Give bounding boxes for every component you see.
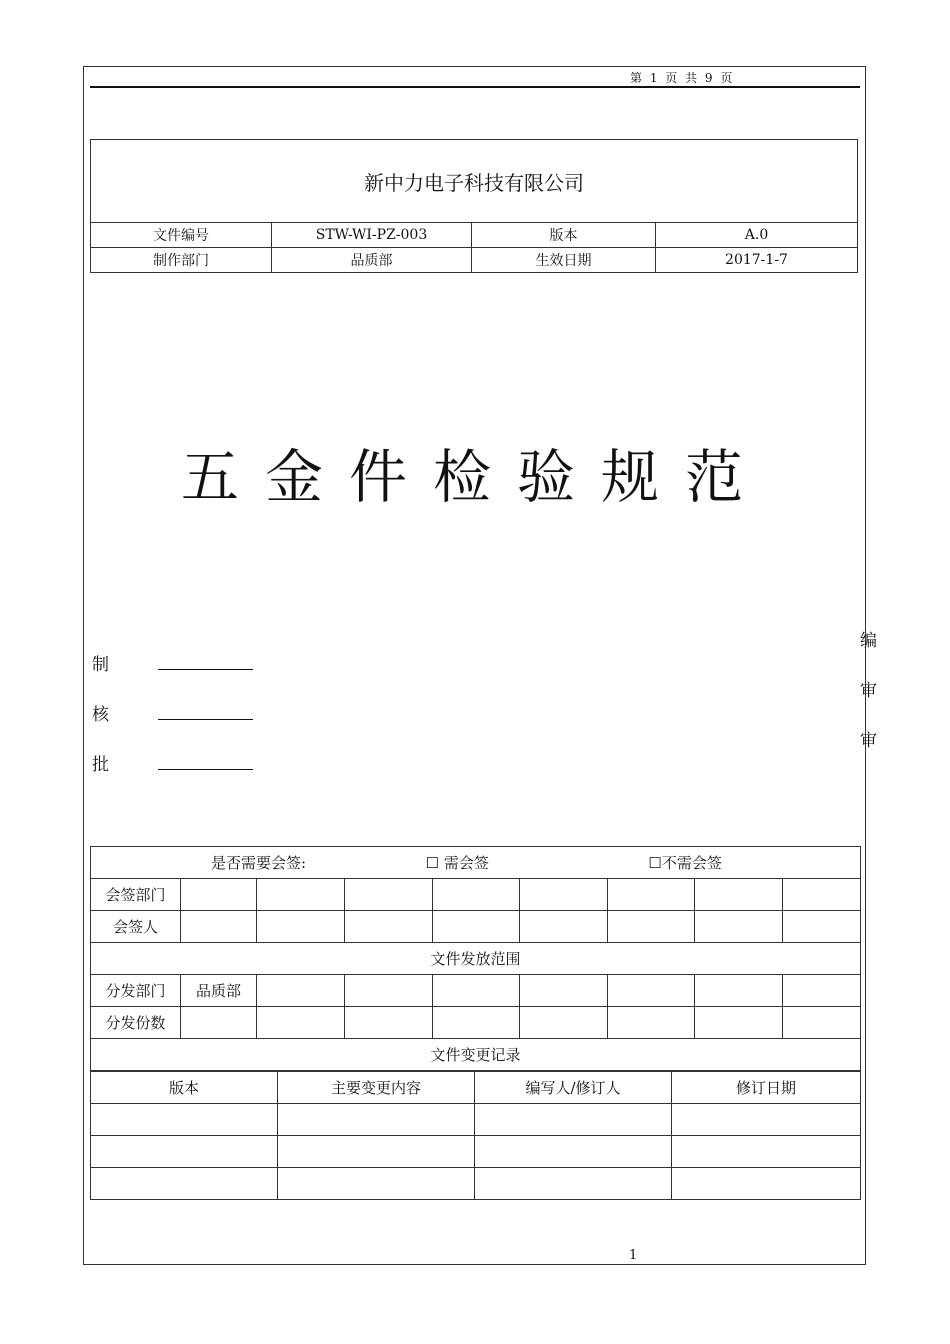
dist-dept-cell[interactable] (783, 975, 861, 1007)
page-counter: 第 1 页 共 9 页 (630, 71, 735, 85)
change-log-cell[interactable] (91, 1136, 278, 1168)
signature-line-review[interactable] (158, 719, 253, 720)
change-log-cell[interactable] (672, 1136, 861, 1168)
change-log-table (90, 1071, 861, 1200)
countersign-dept-cell[interactable] (783, 879, 861, 911)
change-log-cell[interactable] (475, 1136, 672, 1168)
change-log-cell[interactable] (278, 1104, 475, 1136)
dist-copies-cell[interactable] (608, 1007, 695, 1039)
change-log-cell[interactable] (278, 1136, 475, 1168)
signature-label-approve: 批 (92, 755, 109, 775)
dist-dept-cell[interactable] (433, 975, 520, 1007)
distribution-title: 文件发放范围 (91, 943, 861, 975)
dist-copies-cell[interactable] (433, 1007, 520, 1039)
change-log-cell[interactable] (475, 1168, 672, 1200)
dist-dept-cell[interactable] (520, 975, 608, 1007)
countersign-dept-cell[interactable] (181, 879, 257, 911)
countersign-person-cell[interactable] (783, 911, 861, 943)
countersign-dept-cell[interactable] (608, 879, 695, 911)
table-row (91, 1136, 861, 1168)
countersign-dept-cell[interactable] (433, 879, 520, 911)
dist-dept-cell[interactable] (608, 975, 695, 1007)
dist-copies-cell[interactable] (695, 1007, 783, 1039)
countersign-table (90, 846, 861, 1071)
countersign-dept-label: 会签部门 (91, 879, 181, 911)
countersign-person-cell[interactable] (433, 911, 520, 943)
dist-copies-cell[interactable] (783, 1007, 861, 1039)
doc-no-value: STW-WI-PZ-003 (272, 223, 472, 248)
change-log-header-author: 编写人/修订人 (475, 1072, 672, 1104)
effective-date-value: 2017-1-7 (656, 248, 858, 273)
change-log-cell[interactable] (672, 1168, 861, 1200)
dist-copies-cell[interactable] (181, 1007, 257, 1039)
dist-copies-label: 分发份数 (91, 1007, 181, 1039)
dist-dept-cell[interactable] (257, 975, 345, 1007)
countersign-person-cell[interactable] (608, 911, 695, 943)
dept-value: 品质部 (272, 248, 472, 273)
countersign-question: 是否需要会签: (211, 854, 307, 872)
countersign-dept-cell[interactable] (520, 879, 608, 911)
change-log-header-date: 修订日期 (672, 1072, 861, 1104)
signature-label-prepare: 制 (92, 655, 109, 675)
header-rule (90, 86, 860, 88)
change-log-title: 文件变更记录 (91, 1039, 861, 1071)
side-label-review: 审 (860, 681, 877, 701)
dist-dept-label: 分发部门 (91, 975, 181, 1007)
dist-copies-cell[interactable] (520, 1007, 608, 1039)
countersign-person-cell[interactable] (257, 911, 345, 943)
countersign-person-cell[interactable] (181, 911, 257, 943)
countersign-person-cell[interactable] (345, 911, 433, 943)
company-name: 新中力电子科技有限公司 (91, 140, 858, 223)
dist-copies-cell[interactable] (257, 1007, 345, 1039)
option-no-countersign[interactable]: ☐不需会签 (648, 854, 722, 872)
countersign-question-row (91, 847, 861, 879)
doc-no-label: 文件编号 (91, 223, 272, 248)
countersign-dept-cell[interactable] (257, 879, 345, 911)
effective-date-label: 生效日期 (472, 248, 656, 273)
side-label-compile: 编 (860, 631, 877, 651)
dist-dept-cell[interactable] (345, 975, 433, 1007)
signature-line-approve[interactable] (158, 769, 253, 770)
countersign-dept-cell[interactable] (695, 879, 783, 911)
dist-dept-cell[interactable] (695, 975, 783, 1007)
change-log-cell[interactable] (672, 1104, 861, 1136)
change-log-cell[interactable] (91, 1168, 278, 1200)
table-row (91, 1104, 861, 1136)
company-info-table (90, 139, 858, 273)
change-log-cell[interactable] (91, 1104, 278, 1136)
countersign-person-label: 会签人 (91, 911, 181, 943)
table-row (91, 1168, 861, 1200)
change-log-cell[interactable] (475, 1104, 672, 1136)
document-title: 五金件检验规范 (180, 443, 769, 511)
dist-copies-cell[interactable] (345, 1007, 433, 1039)
dept-label: 制作部门 (91, 248, 272, 273)
side-label-approve: 审 (860, 731, 877, 751)
countersign-person-cell[interactable] (695, 911, 783, 943)
version-value: A.0 (656, 223, 858, 248)
version-label: 版本 (472, 223, 656, 248)
signature-label-review: 核 (92, 705, 109, 725)
change-log-cell[interactable] (278, 1168, 475, 1200)
dist-dept-cell[interactable]: 品质部 (181, 975, 257, 1007)
countersign-person-cell[interactable] (520, 911, 608, 943)
change-log-header-content: 主要变更内容 (278, 1072, 475, 1104)
change-log-header-version: 版本 (91, 1072, 278, 1104)
option-need-countersign[interactable]: ☐ 需会签 (425, 854, 489, 872)
page-number: 1 (629, 1248, 638, 1263)
countersign-dept-cell[interactable] (345, 879, 433, 911)
signature-line-prepare[interactable] (158, 669, 253, 670)
